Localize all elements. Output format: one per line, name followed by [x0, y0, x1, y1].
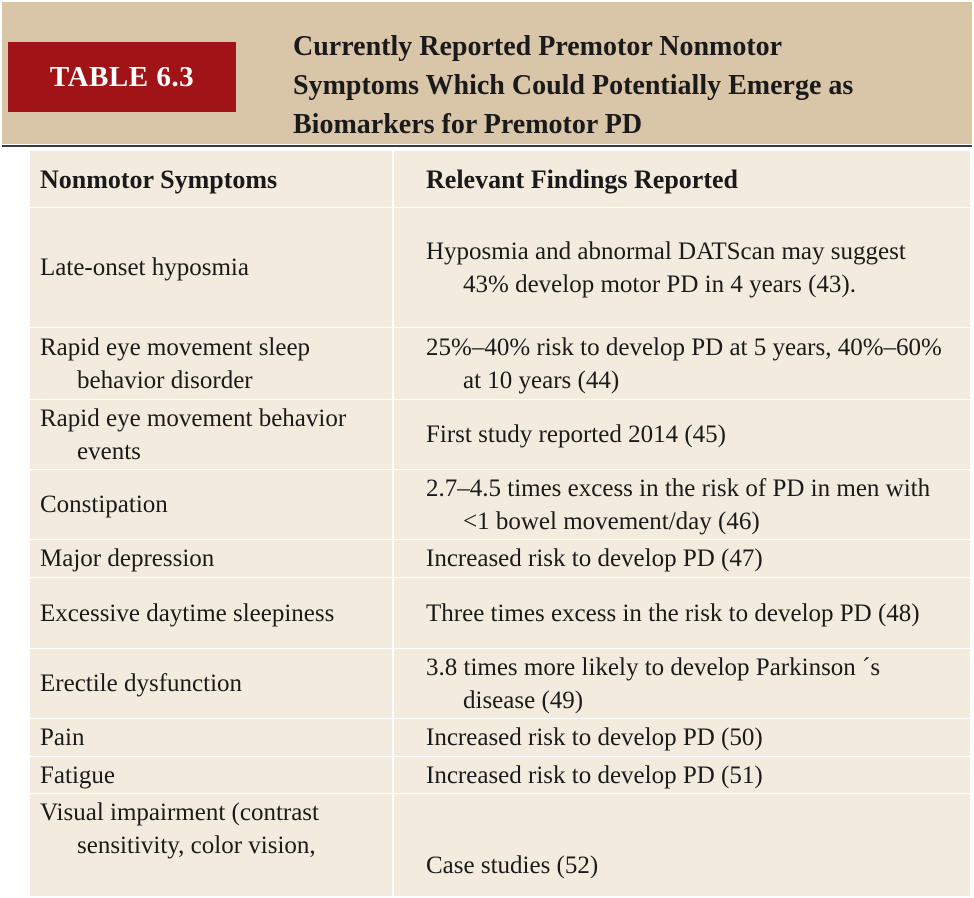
- table-row: [30, 649, 970, 719]
- table-row: [30, 400, 970, 470]
- finding-cell: Increased risk to develop PD (47): [426, 545, 763, 572]
- title-line: Biomarkers for Premotor PD: [293, 109, 643, 140]
- table-title: [293, 27, 953, 144]
- title-line: Currently Reported Premotor Nonmotor: [293, 31, 783, 62]
- finding-cell: Increased risk to develop PD (51): [426, 761, 763, 789]
- table-row: [30, 208, 970, 328]
- symptom-cell: Major depression: [40, 545, 215, 572]
- symptom-cell: Fatigue: [40, 761, 115, 789]
- symptom-cell: Late-onset hyposmia: [40, 254, 249, 281]
- table-row: [30, 578, 970, 649]
- table-row: [30, 794, 970, 896]
- finding-cell: Three times excess in the risk to develop PD (48): [426, 599, 920, 627]
- symptom-cell: Visual impairment (contrast sensitivity, color vision,: [40, 799, 319, 859]
- symptom-cell: Rapid eye movement behavior events: [40, 404, 347, 465]
- table-label: TABLE 6.3: [8, 42, 236, 112]
- symptom-cell: Erectile dysfunction: [40, 670, 243, 697]
- table-row: [30, 470, 970, 540]
- table-header-row: [30, 151, 970, 208]
- table-row: [30, 540, 970, 578]
- symptom-cell: Constipation: [40, 491, 168, 518]
- column-header-symptoms: Nonmotor Symptoms: [40, 164, 278, 194]
- table-row: [30, 757, 970, 794]
- table-row: [30, 328, 970, 400]
- finding-cell: Increased risk to develop PD (50): [426, 724, 763, 751]
- symptom-cell: Pain: [40, 724, 85, 751]
- title-line: Symptoms Which Could Potentially Emerge as: [293, 70, 854, 101]
- symptom-cell: Excessive daytime sleepiness: [40, 599, 335, 627]
- column-header-findings: Relevant Findings Reported: [426, 164, 738, 194]
- data-table: [30, 151, 970, 896]
- header-rule: [2, 145, 972, 147]
- finding-cell: Case studies (52): [426, 852, 599, 879]
- table-row: [30, 719, 970, 757]
- finding-cell: Hyposmia and abnormal DATScan may suggest 43% develop motor PD in 4 years (43).: [426, 237, 906, 298]
- symptom-cell: Rapid eye movement sleep behavior disorder: [40, 333, 311, 394]
- finding-cell: 25%–40% risk to develop PD at 5 years, 40%–60% at 10 years (44): [426, 333, 942, 394]
- finding-cell: 2.7–4.5 times excess in the risk of PD in men with <1 bowel movement/day (46): [426, 474, 931, 535]
- finding-cell: 3.8 times more likely to develop Parkinson ´s disease (49): [426, 653, 881, 714]
- finding-cell: First study reported 2014 (45): [426, 421, 726, 448]
